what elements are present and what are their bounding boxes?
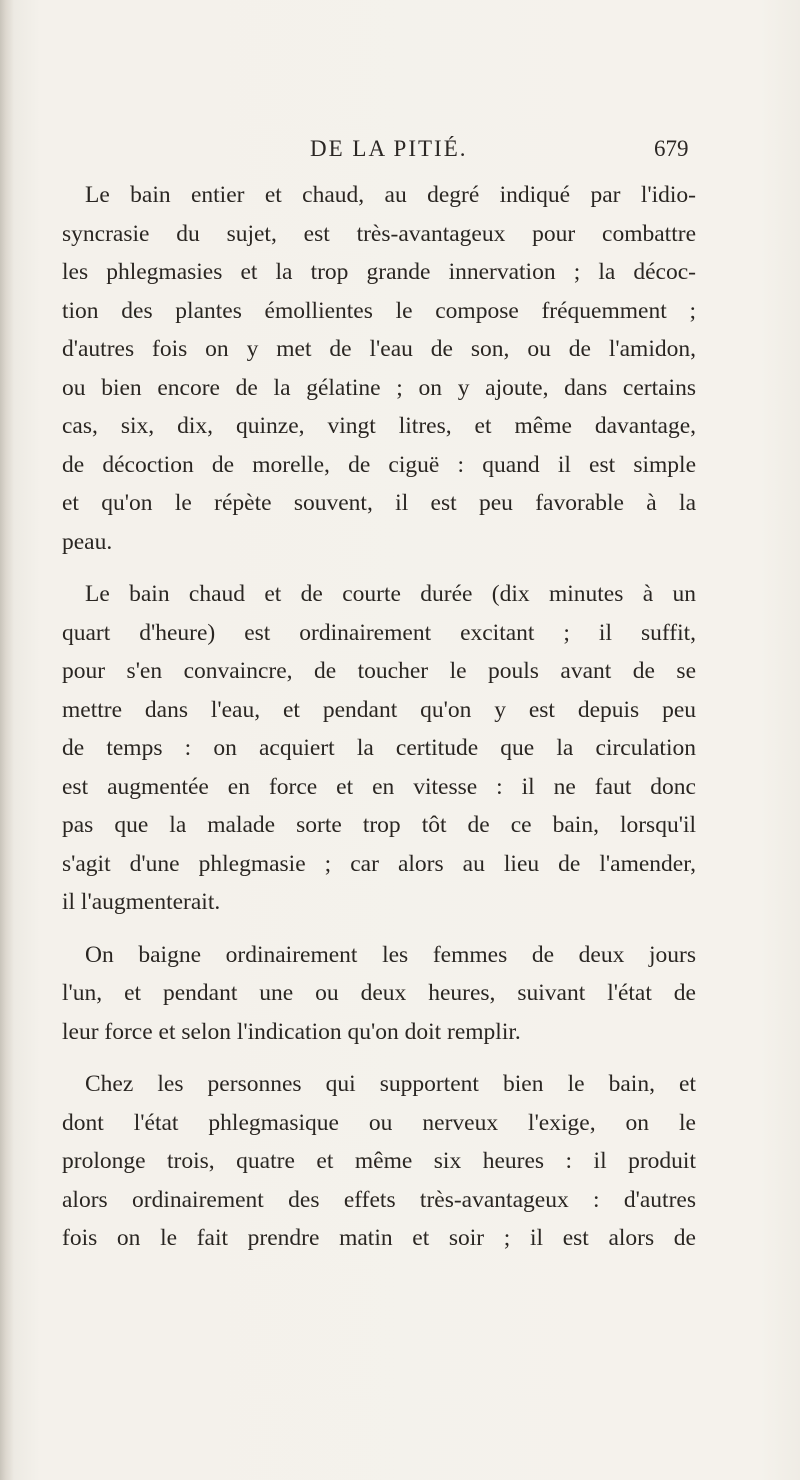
paragraph-spacer (62, 922, 696, 936)
text-line: mettre dans l'eau, et pendant qu'on y est depuis peu (62, 696, 696, 723)
text-line: prolonge trois, quatre et même six heures : il produit (62, 1148, 696, 1174)
text-line: alors ordinairement des effets très-avantageux : d'autres (62, 1186, 696, 1213)
text-line: d'autres fois on y met de l'eau de son, ou de l'amidon, (62, 336, 696, 362)
body-text (62, 176, 696, 1258)
text-line: fois on le fait prendre matin et soir ; il est alors de (62, 1225, 696, 1251)
paragraph-spacer (62, 561, 696, 575)
running-head (0, 136, 800, 176)
text-line: de temps : on acquiert la certitude que la circulation (62, 735, 696, 761)
text-line: quart d'heure) est ordinairement excitant ; il suffit, (62, 619, 696, 646)
paragraph-3 (62, 936, 696, 1052)
text-line: ou bien encore de la gélatine ; on y ajoute, dans certains (62, 374, 696, 401)
text-line: leur force et selon l'indication qu'on doit remplir. (62, 1018, 521, 1045)
text-line: l'un, et pendant une ou deux heures, suivant l'état de (62, 980, 696, 1006)
page-number: 679 (654, 136, 689, 161)
text-line: peau. (62, 528, 113, 555)
text-line: pour s'en convaincre, de toucher le pouls avant de se (62, 658, 696, 684)
text-line: et qu'on le répète souvent, il est peu favorable à la (62, 490, 696, 516)
text-line: il l'augmenterait. (62, 889, 221, 915)
paragraph-2 (62, 575, 696, 922)
text-line: est augmentée en force et en vitesse : il ne faut donc (62, 773, 696, 800)
text-line: cas, six, dix, quinze, vingt litres, et même davantage, (62, 413, 696, 439)
text-line: les phlegmasies et la trop grande innervation ; la décoc- (62, 259, 696, 285)
text-line: tion des plantes émollientes le compose fréquemment ; (62, 297, 696, 324)
text-line: On baigne ordinairement les femmes de deux jours (85, 941, 696, 968)
text-line: Le bain chaud et de courte durée (dix minutes à un (85, 581, 696, 607)
text-line: de décoction de morelle, de ciguë : quand il est simple (62, 451, 696, 478)
paragraph-1 (62, 176, 696, 561)
text-line: Chez les personnes qui supportent bien le bain, et (85, 1071, 696, 1097)
paragraph-4 (62, 1065, 696, 1258)
text-line: s'agit d'une phlegmasie ; car alors au lieu de l'amender, (62, 850, 696, 877)
text-line: Le bain entier et chaud, au degré indiqué par l'idio- (85, 182, 696, 208)
text-line: syncrasie du sujet, est très-avantageux pour combattre (62, 220, 696, 247)
page-binding-edge (0, 0, 14, 1480)
paragraph-spacer (62, 1051, 696, 1065)
text-line: pas que la malade sorte trop tôt de ce bain, lorsqu'il (62, 812, 696, 838)
running-head-title: DE LA PITIÉ. (310, 136, 468, 161)
text-line: dont l'état phlegmasique ou nerveux l'exige, on le (62, 1109, 696, 1136)
